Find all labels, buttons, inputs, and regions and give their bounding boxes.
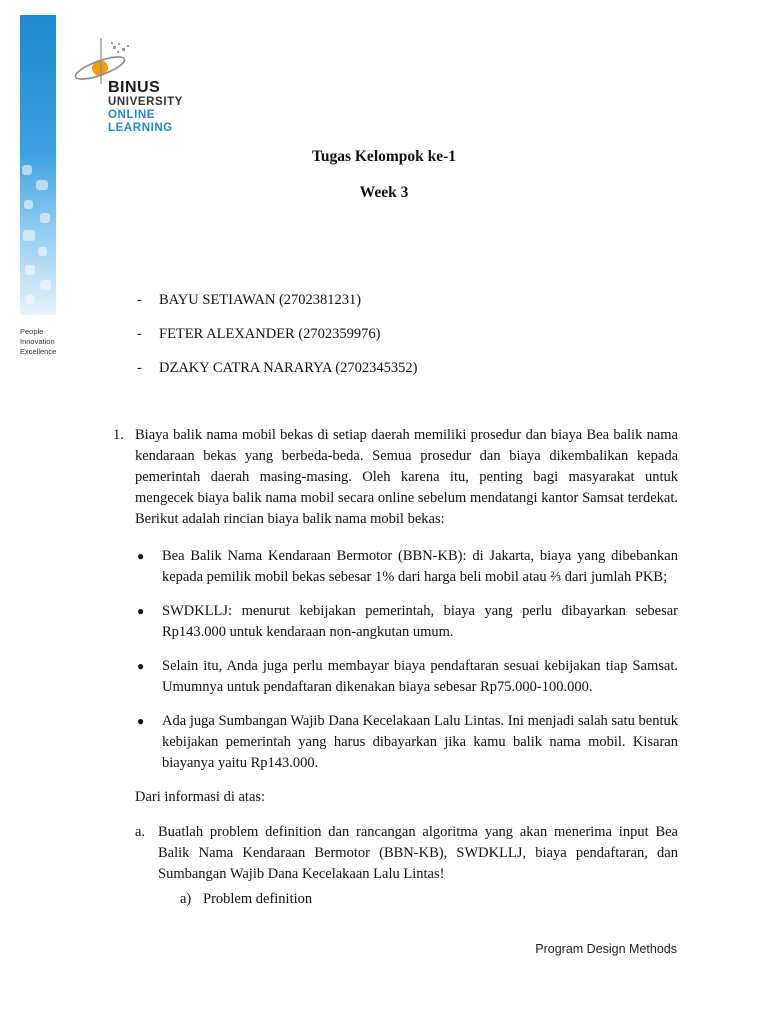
bullet-icon: ● [137, 549, 145, 563]
bullet-text: SWDKLLJ: menurut kebijakan pemerintah, biaya yang perlu dibayarkan sebesar Rp143.000 untuk kendaraan non-angkutan umum. [162, 603, 678, 640]
logo-university: UNIVERSITY [108, 96, 184, 108]
member-name: BAYU SETIAWAN (2702381231) [159, 292, 362, 308]
bullet-item [135, 711, 678, 774]
tagline-line: Excellence [20, 347, 57, 356]
document-title: Tugas Kelompok ke-1 [311, 148, 457, 165]
question-number: 1. [113, 427, 124, 443]
logo-wordmark [108, 80, 183, 135]
dash-marker: - [137, 360, 142, 376]
logo-online: ONLINE [108, 109, 156, 121]
logo-learning: LEARNING [108, 122, 173, 134]
bullet-icon: ● [137, 714, 145, 728]
member-name: FETER ALEXANDER (2702359976) [159, 326, 381, 342]
question-1 [113, 425, 678, 530]
dash-marker: - [137, 326, 142, 342]
question-text: Biaya balik nama mobil bekas di setiap daerah memiliki prosedur dan biaya Bea balik nama kendaraan bekas yang berbeda-beda. Semua prosedur dan biaya dikembalikan kepada pemerintah daerah masing-masing. Oleh karena itu, penting bagi masyarakat untuk mengecek biaya balik nama mobil secara online sebelum mendatangi kantor Samsat terdekat. Berikut adalah rincian biaya balik nama mobil bekas: [135, 427, 678, 527]
question-content [113, 425, 678, 910]
logo-brand: BINUS [108, 79, 161, 96]
sub-question-label: a. [135, 824, 146, 840]
member-item [137, 326, 417, 360]
cost-bullet-list [113, 546, 678, 774]
member-item [137, 360, 417, 394]
sub-question-a [135, 822, 678, 885]
bullet-item [135, 546, 678, 588]
bullet-text: Bea Balik Nama Kendaraan Bermotor (BBN-KB): di Jakarta, biaya yang dibebankan kepada pemilik mobil bekas sebesar 1% dari harga beli mobil atau ⅔ dari jumlah PKB; [162, 548, 678, 585]
member-name: DZAKY CATRA NARARYA (2702345352) [159, 360, 418, 376]
sub-sub-question-text: Problem definition [203, 891, 313, 907]
dash-marker: - [137, 292, 142, 308]
tagline [20, 327, 56, 357]
bullet-item [135, 656, 678, 698]
bullet-text: Ada juga Sumbangan Wajib Dana Kecelakaan Lalu Lintas. Ini menjadi salah satu bentuk kebijakan pemerintah yang harus dibayarkan jika kamu balik nama mobil. Kisaran biayanya yaitu Rp143.000. [162, 713, 678, 771]
tagline-line: Innovation [20, 337, 55, 346]
bullet-icon: ● [137, 604, 145, 618]
bullet-text: Selain itu, Anda juga perlu membayar biaya pendaftaran sesuai kebijakan tiap Samsat. Umumnya untuk pendaftaran dikenakan biaya sebesar Rp75.000-100.000. [162, 658, 678, 695]
document-subtitle: Week 3 [359, 184, 409, 201]
page-footer: Program Design Methods [535, 942, 677, 956]
sub-question-text: Buatlah problem definition dan rancangan algoritma yang akan menerima input Bea Balik Nama Kendaraan Bermotor (BBN-KB), SWDKLLJ, biaya pendaftaran, dan Sumbangan Wajib Dana Kecelakaan Lalu Lintas! [158, 824, 678, 882]
bullet-icon: ● [137, 659, 145, 673]
member-item [137, 292, 417, 326]
info-intro: Dari informasi di atas: [135, 789, 266, 805]
bullet-item [135, 601, 678, 643]
sub-sub-question-label: a) [180, 891, 192, 907]
tagline-line: People [20, 327, 44, 336]
sub-sub-question [180, 889, 678, 910]
member-list [137, 292, 417, 394]
